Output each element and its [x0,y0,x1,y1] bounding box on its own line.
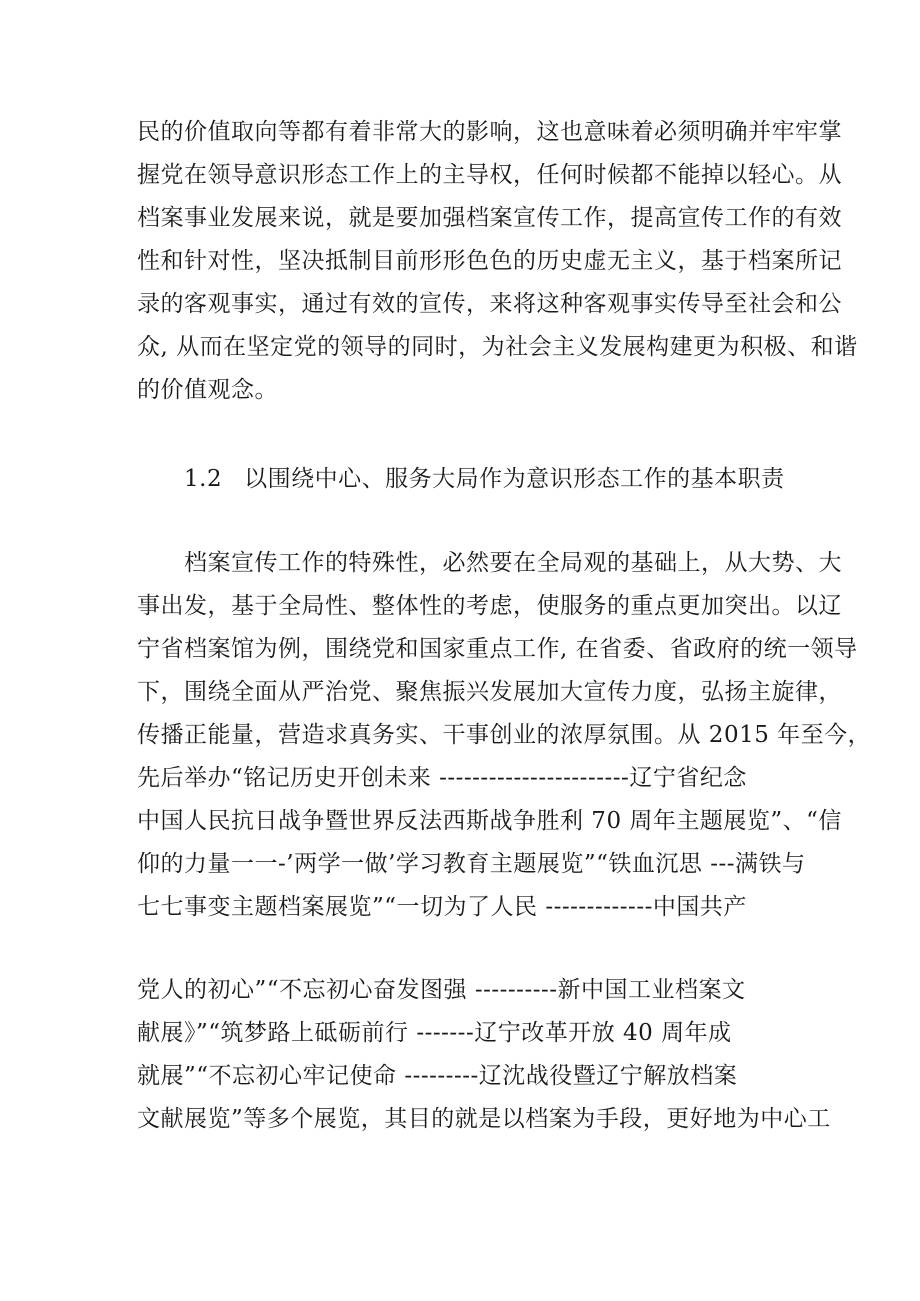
body-text-line: 性和针对性，坚决抵制目前形形色色的历史虚无主义，基于档案所记 [137,248,842,274]
body-text-line: 中国人民抗日战争暨世界反法西斯战争胜利 70 周年主题展览”、“信 [137,808,842,834]
body-text-line: 民的价值取向等都有着非常大的影响，这也意味着必须明确并牢牢掌 [137,119,842,145]
body-text-line: 录的客观事实，通过有效的宣传，来将这种客观事实传导至社会和公 [137,291,842,317]
body-text-line: 档案事业发展来说，就是要加强档案宣传工作，提高宣传工作的有效 [137,205,842,231]
body-text-line: 献展》”“筑梦路上砥砺前行 -------辽宁改革开放 40 周年成 [137,1020,732,1046]
body-text-line: 传播正能量，营造求真务实、干事创业的浓厚氛围。从 2015 年至今， [137,722,872,748]
body-text-line: 事出发，基于全局性、整体性的考虑，使服务的重点更加突出。以辽 [137,593,842,619]
section-number: 1.2 [184,466,223,492]
section-title: 以围绕中心、服务大局作为意识形态工作的基本职责 [244,466,785,492]
body-text-line: 档案宣传工作的特殊性，必然要在全局观的基础上，从大势、大 [184,550,842,576]
body-text-line: 众, 从而在坚定党的领导的同时，为社会主义发展构建更为积极、和谐 [137,334,858,360]
section-heading [184,464,785,494]
body-text-line: 宁省档案馆为例，围绕党和国家重点工作, 在省委、省政府的统一领导 [137,636,858,662]
body-text-line: 先后举办“铭记历史开创未来 -----------------------辽宁省纪念 [137,765,747,791]
body-text-line: 七七事变主题档案展览”“一切为了人民 -------------中国共产 [137,894,747,920]
body-text-line: 文献展览”等多个展览，其目的就是以档案为手段，更好地为中心工 [137,1106,831,1132]
body-text-line: 仰的力量一一-’两学一做’学习教育主题展览”“铁血沉思 ---满铁与 [137,851,806,877]
body-text-line: 就展”“不忘初心牢记使命 ---------辽沈战役暨辽宁解放档案 [137,1063,738,1089]
body-text-line: 的价值观念。 [137,377,278,403]
body-text-line: 党人的初心”“不忘初心奋发图强 ----------新中国工业档案文 [137,977,746,1003]
body-text-line: 下，围绕全面从严治党、聚焦振兴发展加大宣传力度，弘扬主旋律， [137,679,842,705]
body-text-line: 握党在领导意识形态工作上的主导权，任何时候都不能掉以轻心。从 [137,162,842,188]
